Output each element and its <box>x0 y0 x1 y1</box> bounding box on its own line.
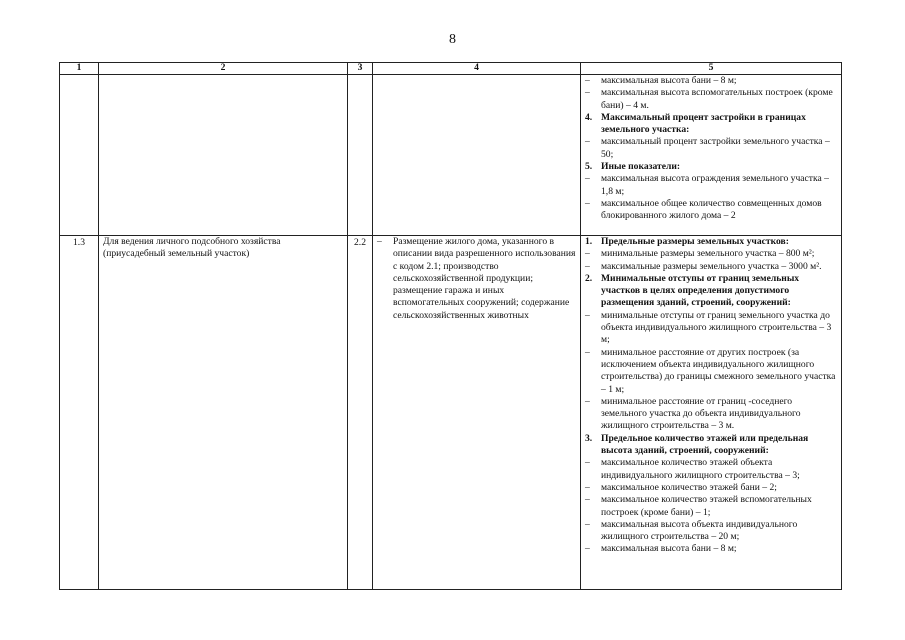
list-item-text: максимальная высота бани – 8 м; <box>601 543 737 555</box>
header-col-2: 2 <box>99 63 348 75</box>
list-item <box>585 136 837 161</box>
list-item <box>585 248 837 260</box>
list-item <box>585 457 837 482</box>
list-item-text: минимальное расстояние от других построек (за исключением объекта индивидуального жилищного строительства) до границы смежного земельного участка – 1 м; <box>601 346 836 395</box>
list-item <box>585 173 837 198</box>
header-col-5: 5 <box>581 63 842 75</box>
dash-marker: – <box>585 136 590 148</box>
header-row <box>60 63 842 75</box>
dash-marker: – <box>585 87 590 99</box>
cell-description <box>373 75 581 236</box>
list-item-text: максимальная высота бани – 8 м; <box>601 75 737 86</box>
cell-parameters <box>581 75 842 236</box>
list-item <box>585 519 837 544</box>
regulations-table <box>59 62 842 590</box>
dash-marker: – <box>585 260 590 272</box>
list-item-text: Размещение жилого дома, указанного в описании вида разрешенного использования с кодом 2.1; производство сельскохозяйственной продукции; размещение гаража и иных вспомогательных сооружений; содержание сельскохозяйственных животных <box>393 236 576 321</box>
section-number: 5. <box>585 161 593 173</box>
header-col-4: 4 <box>373 63 581 75</box>
list-item <box>377 236 576 322</box>
table-row <box>60 75 842 236</box>
dash-marker: – <box>585 494 590 506</box>
cell-use-type: Для ведения личного подсобного хозяйства (приусадебный земельный участок) <box>99 236 348 590</box>
list-item <box>585 494 837 519</box>
list-item-text: минимальное расстояние от границ -соседнего земельного участка до объекта индивидуального жилищного строительства – 3 м. <box>601 395 801 432</box>
list-item-text: максимальная высота объекта индивидуального жилищного строительства – 20 м; <box>601 518 798 543</box>
section-title: Предельное количество этажей или предельная высота зданий, строений, сооружений: <box>601 432 809 457</box>
list-item-text: максимальная высота ограждения земельного участка – 1,8 м; <box>601 173 829 197</box>
section-number: 4. <box>585 111 593 123</box>
page-number: 8 <box>449 32 456 47</box>
section-heading <box>585 161 837 173</box>
cell-use-type <box>99 75 348 236</box>
list-item-text: максимальное общее количество совмещенных домов блокированного жилого дома – 2 <box>601 197 822 222</box>
dash-marker: – <box>585 543 590 555</box>
section-heading <box>585 236 837 248</box>
section-heading <box>585 433 837 458</box>
list-item <box>585 261 837 273</box>
list-item-text: максимальное количество этажей объекта индивидуального жилищного строительства – 3; <box>601 457 800 481</box>
cell-code <box>348 75 373 236</box>
list-item <box>585 310 837 347</box>
dash-marker: – <box>585 457 590 469</box>
list-item-text: максимальное количество этажей вспомогательных построек (кроме бани) – 1; <box>601 494 812 518</box>
list-item-text: максимальная высота вспомогательных построек (кроме бани) – 4 м. <box>601 87 833 111</box>
section-number: 1. <box>585 236 593 247</box>
list-item <box>585 75 837 87</box>
header-col-1: 1 <box>60 63 99 75</box>
header-col-3: 3 <box>348 63 373 75</box>
dash-marker: – <box>585 173 590 185</box>
dash-marker: – <box>585 395 590 407</box>
section-title: Максимальный процент застройки в границах земельного участка: <box>601 111 806 136</box>
dash-marker: – <box>585 75 590 86</box>
dash-marker: – <box>585 309 590 321</box>
list-item <box>585 87 837 112</box>
list-item-text: максимальный процент застройки земельного участка – 50; <box>601 136 830 160</box>
table-row <box>60 236 842 590</box>
list-item <box>585 543 837 555</box>
section-title: Минимальные отступы от границ земельных участков в целях определения допустимого размещения зданий, строений, сооружений: <box>601 272 800 309</box>
section-title: Иные показатели: <box>601 161 681 173</box>
cell-number <box>60 75 99 236</box>
dash-marker: – <box>377 236 382 247</box>
section-heading <box>585 112 837 137</box>
list-item <box>585 396 837 433</box>
cell-parameters <box>581 236 842 590</box>
dash-marker: – <box>585 197 590 209</box>
dash-marker: – <box>585 248 590 260</box>
list-item-text: максимальные размеры земельного участка – 3000 м². <box>601 260 822 272</box>
section-number: 3. <box>585 432 593 444</box>
dash-marker: – <box>585 481 590 493</box>
section-title: Предельные размеры земельных участков: <box>601 236 789 247</box>
list-item <box>585 198 837 223</box>
list-item <box>585 347 837 396</box>
list-item <box>585 482 837 494</box>
section-number: 2. <box>585 272 593 284</box>
dash-marker: – <box>585 518 590 530</box>
section-heading <box>585 273 837 310</box>
list-item-text: минимальные отступы от границ земельного участка до объекта индивидуального жилищного строительства – 3 м; <box>601 309 832 346</box>
cell-number: 1.3 <box>60 236 99 590</box>
list-item-text: максимальное количество этажей бани – 2; <box>601 481 777 493</box>
dash-marker: – <box>585 346 590 358</box>
list-item-text: минимальные размеры земельного участка – 800 м²; <box>601 248 815 260</box>
cell-description <box>373 236 581 590</box>
cell-code: 2.2 <box>348 236 373 590</box>
